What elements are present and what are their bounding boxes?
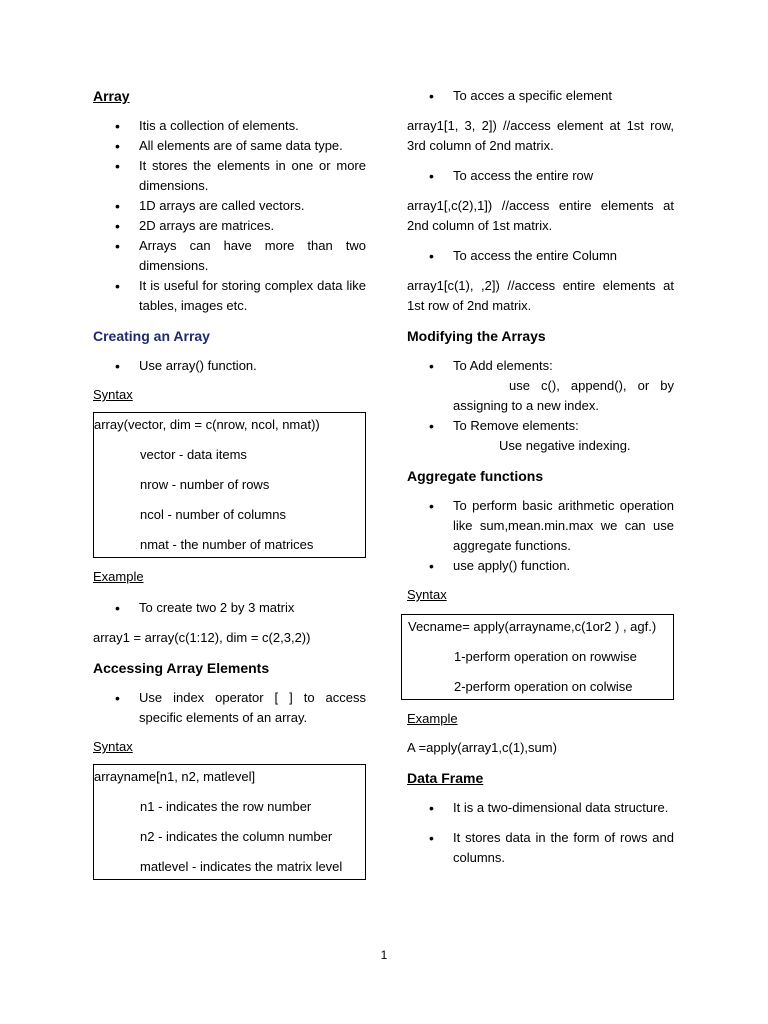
list-item: • To access the entire Column: [407, 246, 674, 266]
list-item: • To perform basic arithmetic operation like sum,mean.min.max we can use aggregate functions.: [407, 496, 674, 556]
data-frame-heading: Data Frame: [407, 770, 484, 786]
remove-label: • To Remove elements:: [453, 418, 579, 433]
list-item: [407, 356, 674, 416]
syntax-item: nmat - the number of matrices: [140, 537, 314, 552]
syntax-item-last: matlevel - indicates the matrix level: [140, 859, 343, 874]
syntax-item: 1-perform operation on rowwise: [454, 649, 637, 664]
list-item: [407, 416, 674, 456]
example-label: Example: [93, 569, 144, 584]
syntax-label-2: Syntax: [93, 739, 133, 754]
syntax-label-3: Syntax: [407, 587, 447, 602]
list-item: • It is a two-dimensional data structure.: [407, 798, 674, 818]
list-item: • All elements are of same data type.: [93, 136, 366, 156]
example-label-2: Example: [407, 711, 458, 726]
syntax-item: ncol - number of columns: [140, 507, 286, 522]
left-column: [93, 86, 366, 880]
list-item: • Use index operator [ ] to access specific elements of an array.: [93, 688, 366, 728]
accessing-bullet-list: [93, 688, 366, 728]
syntax-box-3: [401, 614, 674, 700]
creating-array-heading: Creating an Array: [93, 328, 210, 344]
list-item: • To access the entire row: [407, 166, 674, 186]
syntax-item: vector - data items: [140, 447, 247, 462]
syntax-line: Vecname= apply(arrayname,c(1or2 ) , agf.): [408, 619, 657, 634]
syntax-item: 2-perform operation on colwise: [454, 679, 633, 694]
aggregate-bullet-list: [407, 496, 674, 576]
example-bullet-list: [93, 598, 366, 618]
syntax-item: n1 - indicates the row number: [140, 799, 312, 814]
syntax-label: Syntax: [93, 387, 133, 402]
aggregate-heading: Aggregate functions: [407, 468, 544, 484]
list-item: • It is useful for storing complex data like tables, images etc.: [93, 276, 366, 316]
syntax-line: arrayname[n1, n2, matlevel]: [94, 769, 256, 784]
array-bullet-list: [93, 116, 366, 316]
page-number: 1: [380, 948, 388, 962]
add-detail: use c(), append(), or by assigning to a new index.: [453, 378, 674, 413]
accessing-heading: Accessing Array Elements: [93, 660, 270, 676]
specific-bullet-list: [407, 86, 674, 106]
right-column: [407, 86, 674, 868]
list-item: • It stores data in the form of rows and columns.: [407, 828, 674, 868]
list-item: • Use array() function.: [93, 356, 366, 376]
add-label: • To Add elements:: [453, 358, 553, 373]
list-item: • Arrays can have more than two dimensions.: [93, 236, 366, 276]
creating-bullet-list: [93, 356, 366, 376]
modifying-heading: Modifying the Arrays: [407, 328, 546, 344]
list-item: • Itis a collection of elements.: [93, 116, 366, 136]
code-specific: array1[1, 3, 2]) //access element at 1st row, 3rd column of 2nd matrix.: [407, 118, 674, 153]
list-item: • 1D arrays are called vectors.: [93, 196, 366, 216]
list-item: • To acces a specific element: [407, 86, 674, 106]
syntax-line: array(vector, dim = c(nrow, ncol, nmat)): [94, 417, 320, 432]
remove-detail: Use negative indexing.: [499, 438, 631, 453]
list-item: • 2D arrays are matrices.: [93, 216, 366, 236]
dataframe-bullet-list: [407, 798, 674, 868]
syntax-item: n2 - indicates the column number: [140, 829, 333, 844]
syntax-box: [93, 412, 366, 558]
list-item: • To create two 2 by 3 matrix: [93, 598, 366, 618]
code-col: array1[c(1), ,2]) //access entire elements at 1st row of 2nd matrix.: [407, 278, 674, 313]
syntax-item: nrow - number of rows: [140, 477, 270, 492]
code-row: array1[,c(2),1]) //access entire elements at 2nd column of 1st matrix.: [407, 198, 674, 233]
syntax-box-2: [93, 764, 366, 880]
col-bullet-list: [407, 246, 674, 266]
list-item: • use apply() function.: [407, 556, 674, 576]
row-bullet-list: [407, 166, 674, 186]
list-item: • It stores the elements in one or more dimensions.: [93, 156, 366, 196]
example-code: array1 = array(c(1:12), dim = c(2,3,2)): [93, 630, 311, 645]
array-heading: Array: [93, 88, 130, 104]
modifying-bullet-list: [407, 356, 674, 456]
example-code-2: A =apply(array1,c(1),sum): [407, 740, 557, 755]
